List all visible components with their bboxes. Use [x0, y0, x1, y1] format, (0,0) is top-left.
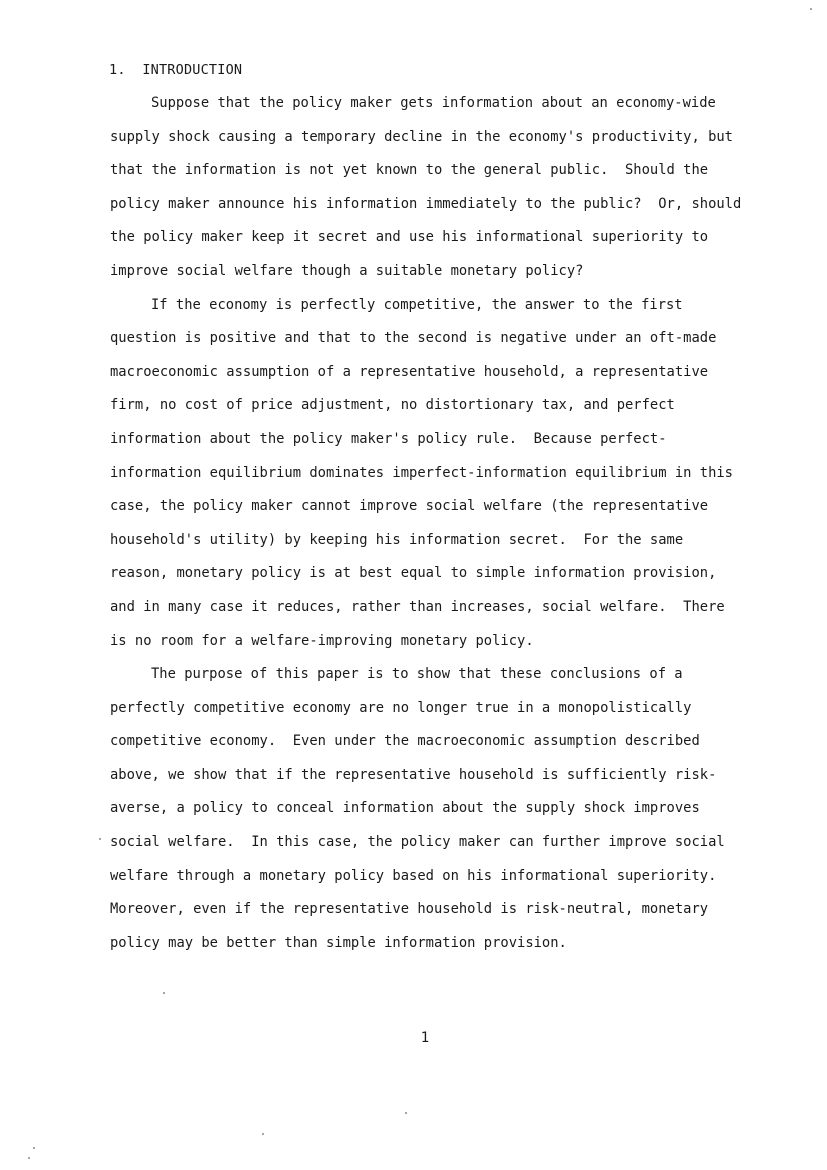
- text-line: is no room for a welfare-improving monetary policy.: [110, 632, 534, 649]
- scan-speck: [33, 1147, 35, 1149]
- scan-speck: [99, 838, 101, 840]
- text-line: above, we show that if the representative household is sufficiently risk-: [110, 766, 717, 783]
- text-line: Moreover, even if the representative household is risk-neutral, monetary: [110, 901, 709, 918]
- text-line: competitive economy. Even under the macroeconomic assumption described: [110, 733, 700, 750]
- text-line: perfectly competitive economy are no longer true in a monopolistically: [110, 699, 692, 716]
- scan-speck: [810, 8, 812, 10]
- text-line: firm, no cost of price adjustment, no distortionary tax, and perfect: [110, 397, 675, 414]
- text-line: and in many case it reduces, rather than increases, social welfare. There: [110, 598, 725, 615]
- text-line: policy may be better than simple information provision.: [110, 934, 567, 951]
- text-line: reason, monetary policy is at best equal to simple information provision,: [110, 565, 717, 582]
- text-line: information equilibrium dominates imperfect-information equilibrium in this: [110, 464, 733, 481]
- text-line: the policy maker keep it secret and use his informational superiority to: [110, 229, 709, 246]
- text-line: case, the policy maker cannot improve social welfare (the representative: [110, 498, 709, 515]
- text-line: social welfare. In this case, the policy maker can further improve social: [110, 834, 725, 851]
- text-line: improve social welfare though a suitable monetary policy?: [110, 262, 584, 279]
- scan-speck: [262, 1133, 264, 1135]
- text-line: that the information is not yet known to the general public. Should the: [110, 162, 709, 179]
- text-line: Suppose that the policy maker gets information about an economy-wide: [151, 95, 716, 111]
- text-line: macroeconomic assumption of a representative household, a representative: [110, 363, 709, 380]
- scan-speck: [28, 1157, 30, 1159]
- section-heading: [109, 62, 242, 78]
- text-line: If the economy is perfectly competitive, the answer to the first: [151, 296, 683, 313]
- text-line: question is positive and that to the second is negative under an oft-made: [110, 330, 717, 347]
- section-title: INTRODUCTION: [142, 62, 243, 78]
- text-line: supply shock causing a temporary decline in the economy's productivity, but: [110, 128, 733, 145]
- text-line: policy maker announce his information immediately to the public? Or, should: [110, 195, 742, 212]
- scan-speck: [163, 992, 165, 994]
- text-line: information about the policy maker's policy rule. Because perfect-: [110, 430, 667, 447]
- text-line: welfare through a monetary policy based on his informational superiority.: [110, 867, 717, 884]
- text-line: The purpose of this paper is to show that these conclusions of a: [151, 666, 683, 683]
- text-line: averse, a policy to conceal information about the supply shock improves: [110, 800, 700, 817]
- text-line: household's utility) by keeping his information secret. For the same: [110, 531, 684, 548]
- section-number: 1.: [109, 62, 126, 78]
- page-number: 1: [420, 1030, 430, 1046]
- scan-speck: [405, 1112, 407, 1114]
- body-text: [110, 90, 750, 963]
